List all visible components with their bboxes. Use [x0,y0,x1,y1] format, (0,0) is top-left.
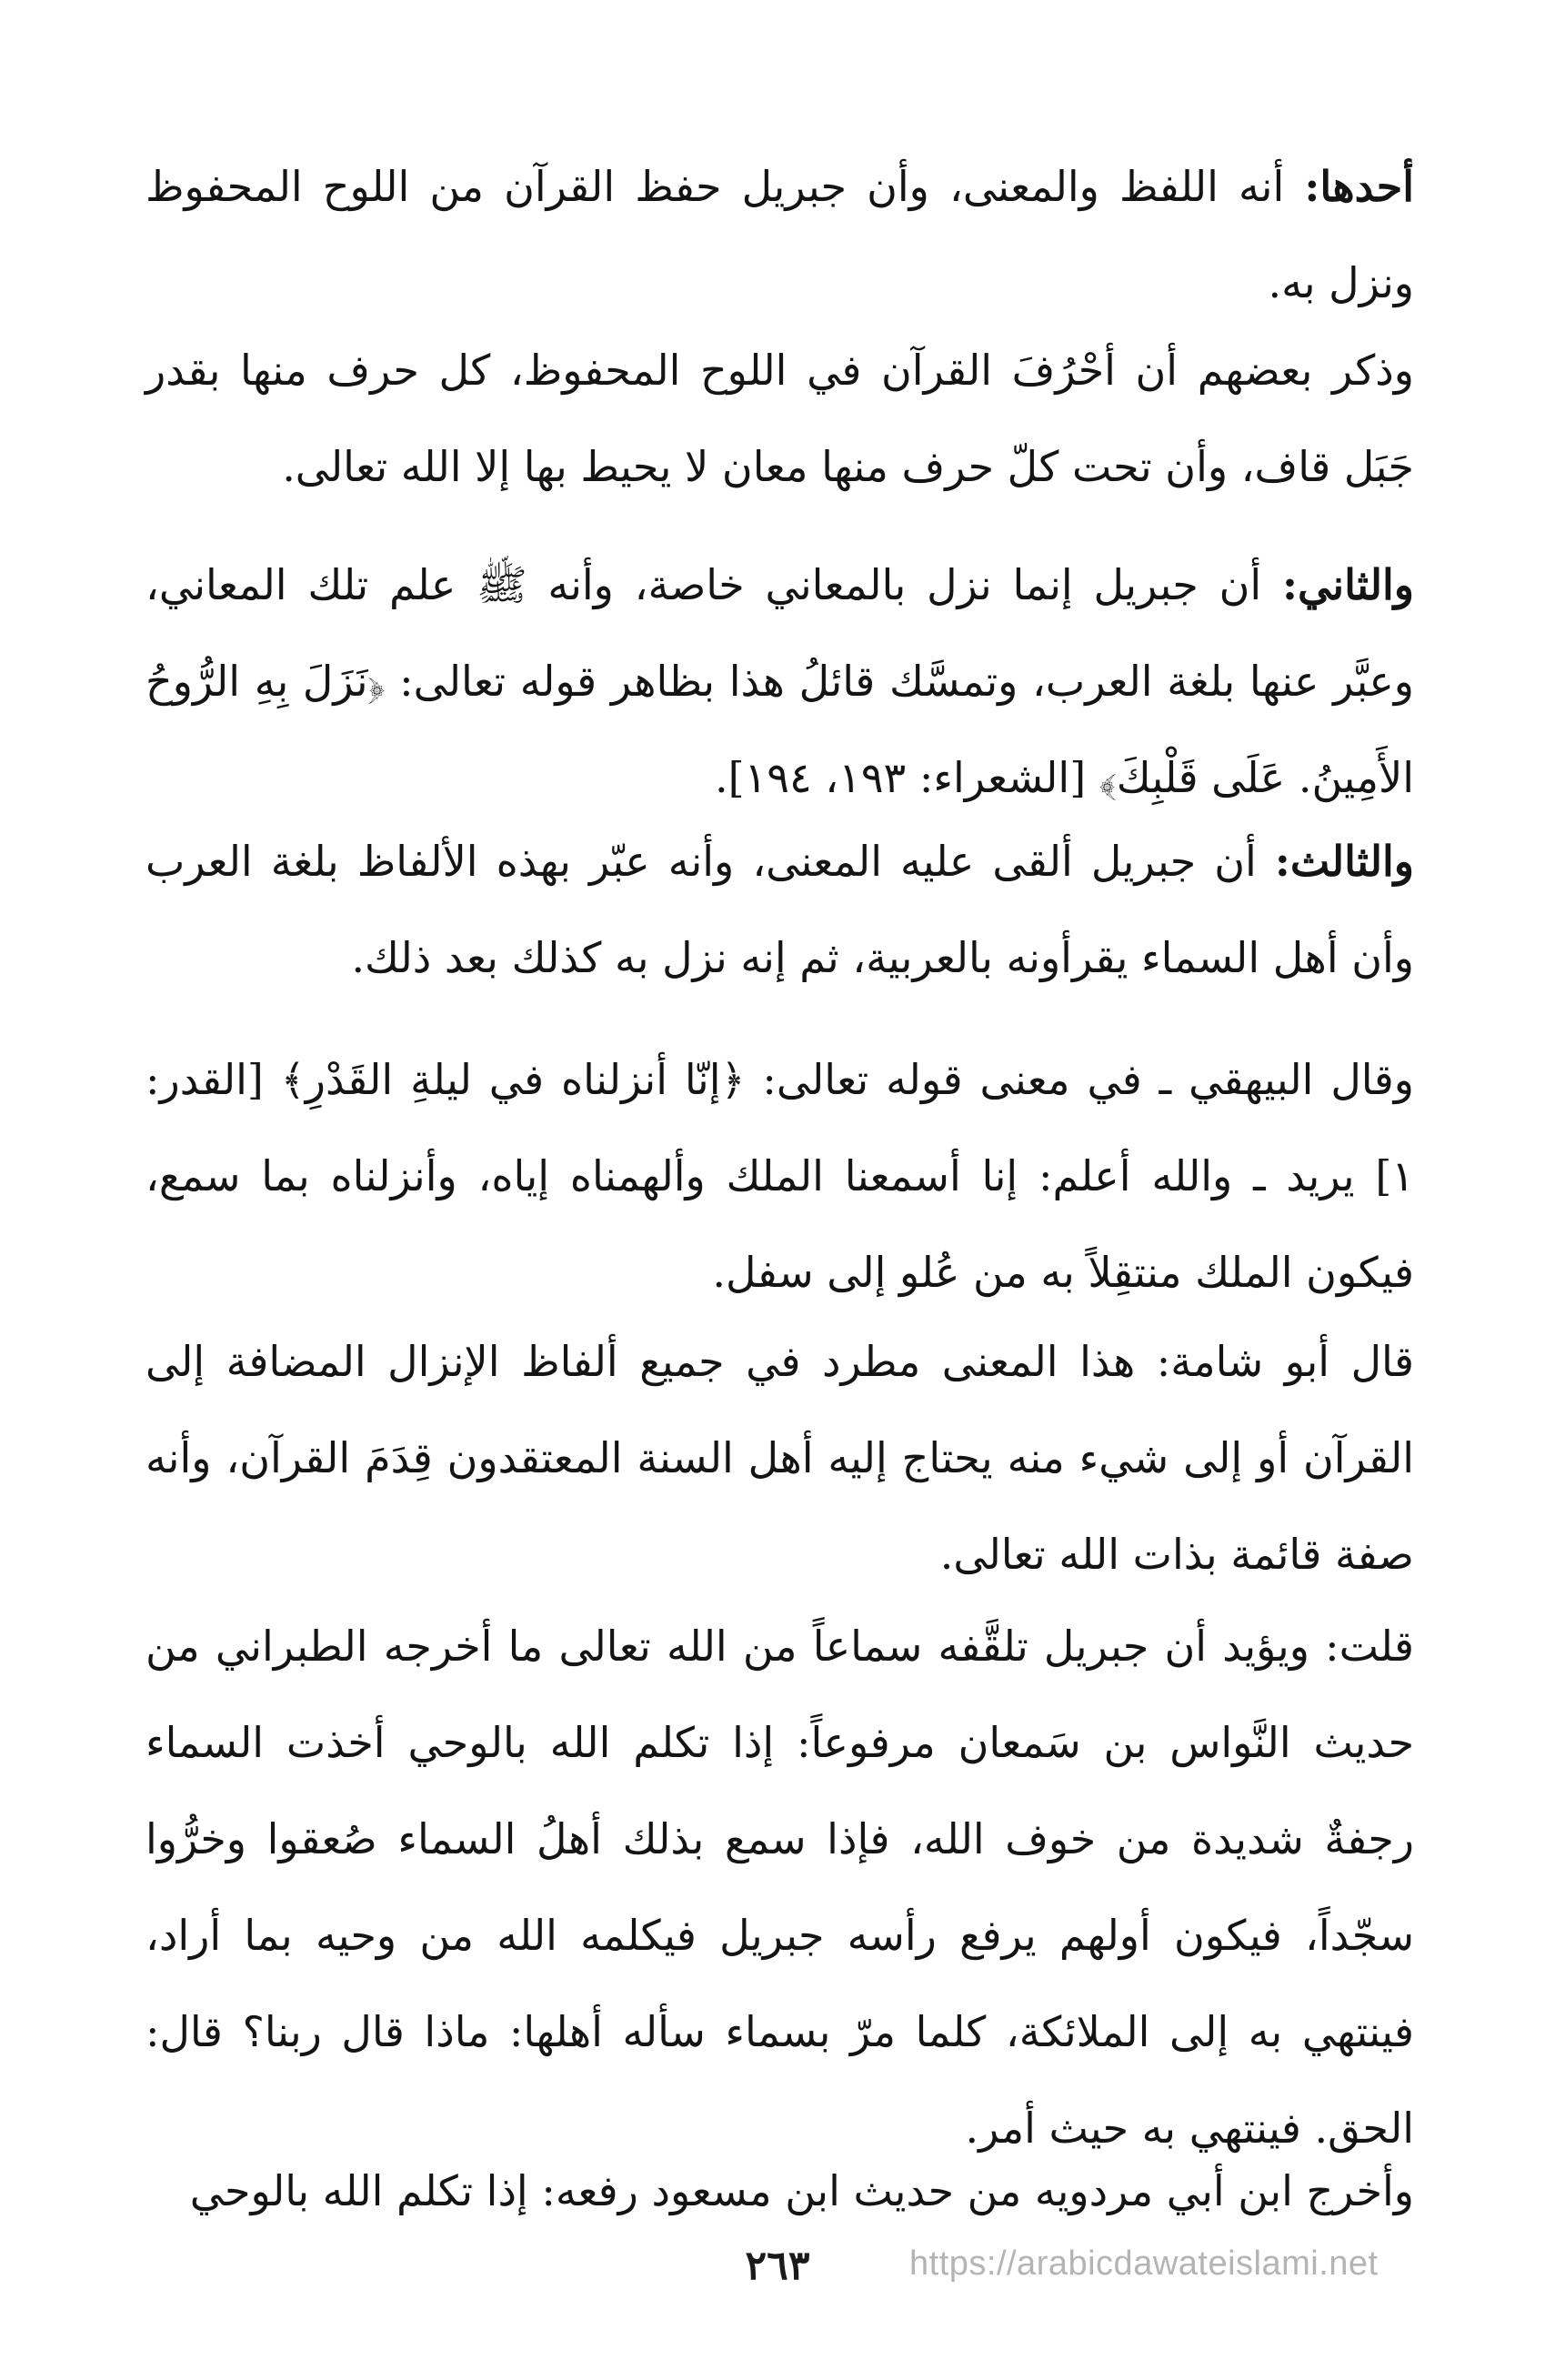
paragraph-text-continued: [القدر: ١] يريد ـ والله أعلم: إنا أسمعنا الملك وألهمناه إياه، وأنزلناه بما سمع، فيكون الملك منتقِلاً به من عُلو إلى سفل. [145,1055,1414,1297]
watermark-url: https://arabicdawateislami.net [909,2244,1379,2283]
paragraph-ibn-marduyah [145,2143,1414,2239]
paragraph-lead: أحدها: [1304,162,1414,211]
paragraph-text: وذكر بعضهم أن أحْرُفَ القرآن في اللوح المحفوظ، كل حرف منها بقدر جَبَل قاف، وأن تحت كلّ حرف منها معان لا يحيط بها إلا الله تعالى. [145,346,1414,491]
paragraph-third-view [145,813,1414,1006]
paragraph-text: وقال البيهقي ـ في معنى قوله تعالى: [745,1055,1414,1104]
paragraph-lead: والثاني: [1281,560,1414,609]
quran-verse: ﴿إنّا أنزلناه في ليلةِ القَدْرِ﴾ [280,1055,746,1104]
paragraph-text: وأخرج ابن أبي مردويه من حديث ابن مسعود رفعه: إذا تكلم الله بالوحي [189,2166,1414,2215]
paragraph-text: أن جبريل إنما نزل بالمعاني خاصة، وأنه ﷺ علم تلك المعاني، وعبَّر عنها بلغة العرب، وتمسَّك قائلُ هذا بظاهر قوله تعالى: [145,560,1415,706]
paragraph-letters-note [145,322,1414,515]
paragraph-text: قلت: ويؤيد أن جبريل تلقَّفه سماعاً من الله تعالى ما أخرجه الطبراني من حديث النَّواس بن سَمعان مرفوعاً: إذا تكلم الله بالوحي أخذت السماء رجفةٌ شديدة من خوف الله، فإذا سمع بذلك أهلُ السماء صُعقوا وخرُّوا سجّداً، فيكون أولهم يرفع رأسه جبريل فيكلمه الله من وحيه بما أراد، فينتهي به إلى الملائكة، كلما مرّ بسماء سأله أهلها: ماذا قال ربنا؟ قال: الحق. فينتهي به حيث أمر. [145,1622,1414,2153]
paragraph-first-view [145,138,1414,331]
paragraph-tabarani-hadith [145,1598,1414,2176]
paragraph-text: أن جبريل ألقى عليه المعنى، وأنه عبّر بهذه الألفاظ بلغة العرب وأن أهل السماء يقرأونه بالعربية، ثم إنه نزل به كذلك بعد ذلك. [145,837,1414,982]
paragraph-second-view [145,537,1414,826]
paragraph-bayhaqi [145,1031,1414,1321]
quran-verse: ﴿نَزَلَ بِهِ الرُّوحُ الأَمِينُ. عَلَى قَلْبِكَ﴾ [145,657,1414,802]
paragraph-text: أنه اللفظ والمعنى، وأن جبريل حفظ القرآن من اللوح المحفوظ ونزل به. [145,162,1414,307]
paragraph-lead: والثالث: [1274,837,1414,886]
paragraph-abu-shama [145,1313,1414,1602]
paragraph-text: قال أبو شامة: هذا المعنى مطرد في جميع ألفاظ الإنزال المضافة إلى القرآن أو إلى شيء منه يحتاج إليه أهل السنة المعتقدون قِدَمَ القرآن، وأنه صفة قائمة بذات الله تعالى. [145,1337,1414,1579]
verse-reference: [الشعراء: ١٩٣، ١٩٤]. [714,753,1099,802]
page-number: ٢٦٣ [745,2243,810,2289]
